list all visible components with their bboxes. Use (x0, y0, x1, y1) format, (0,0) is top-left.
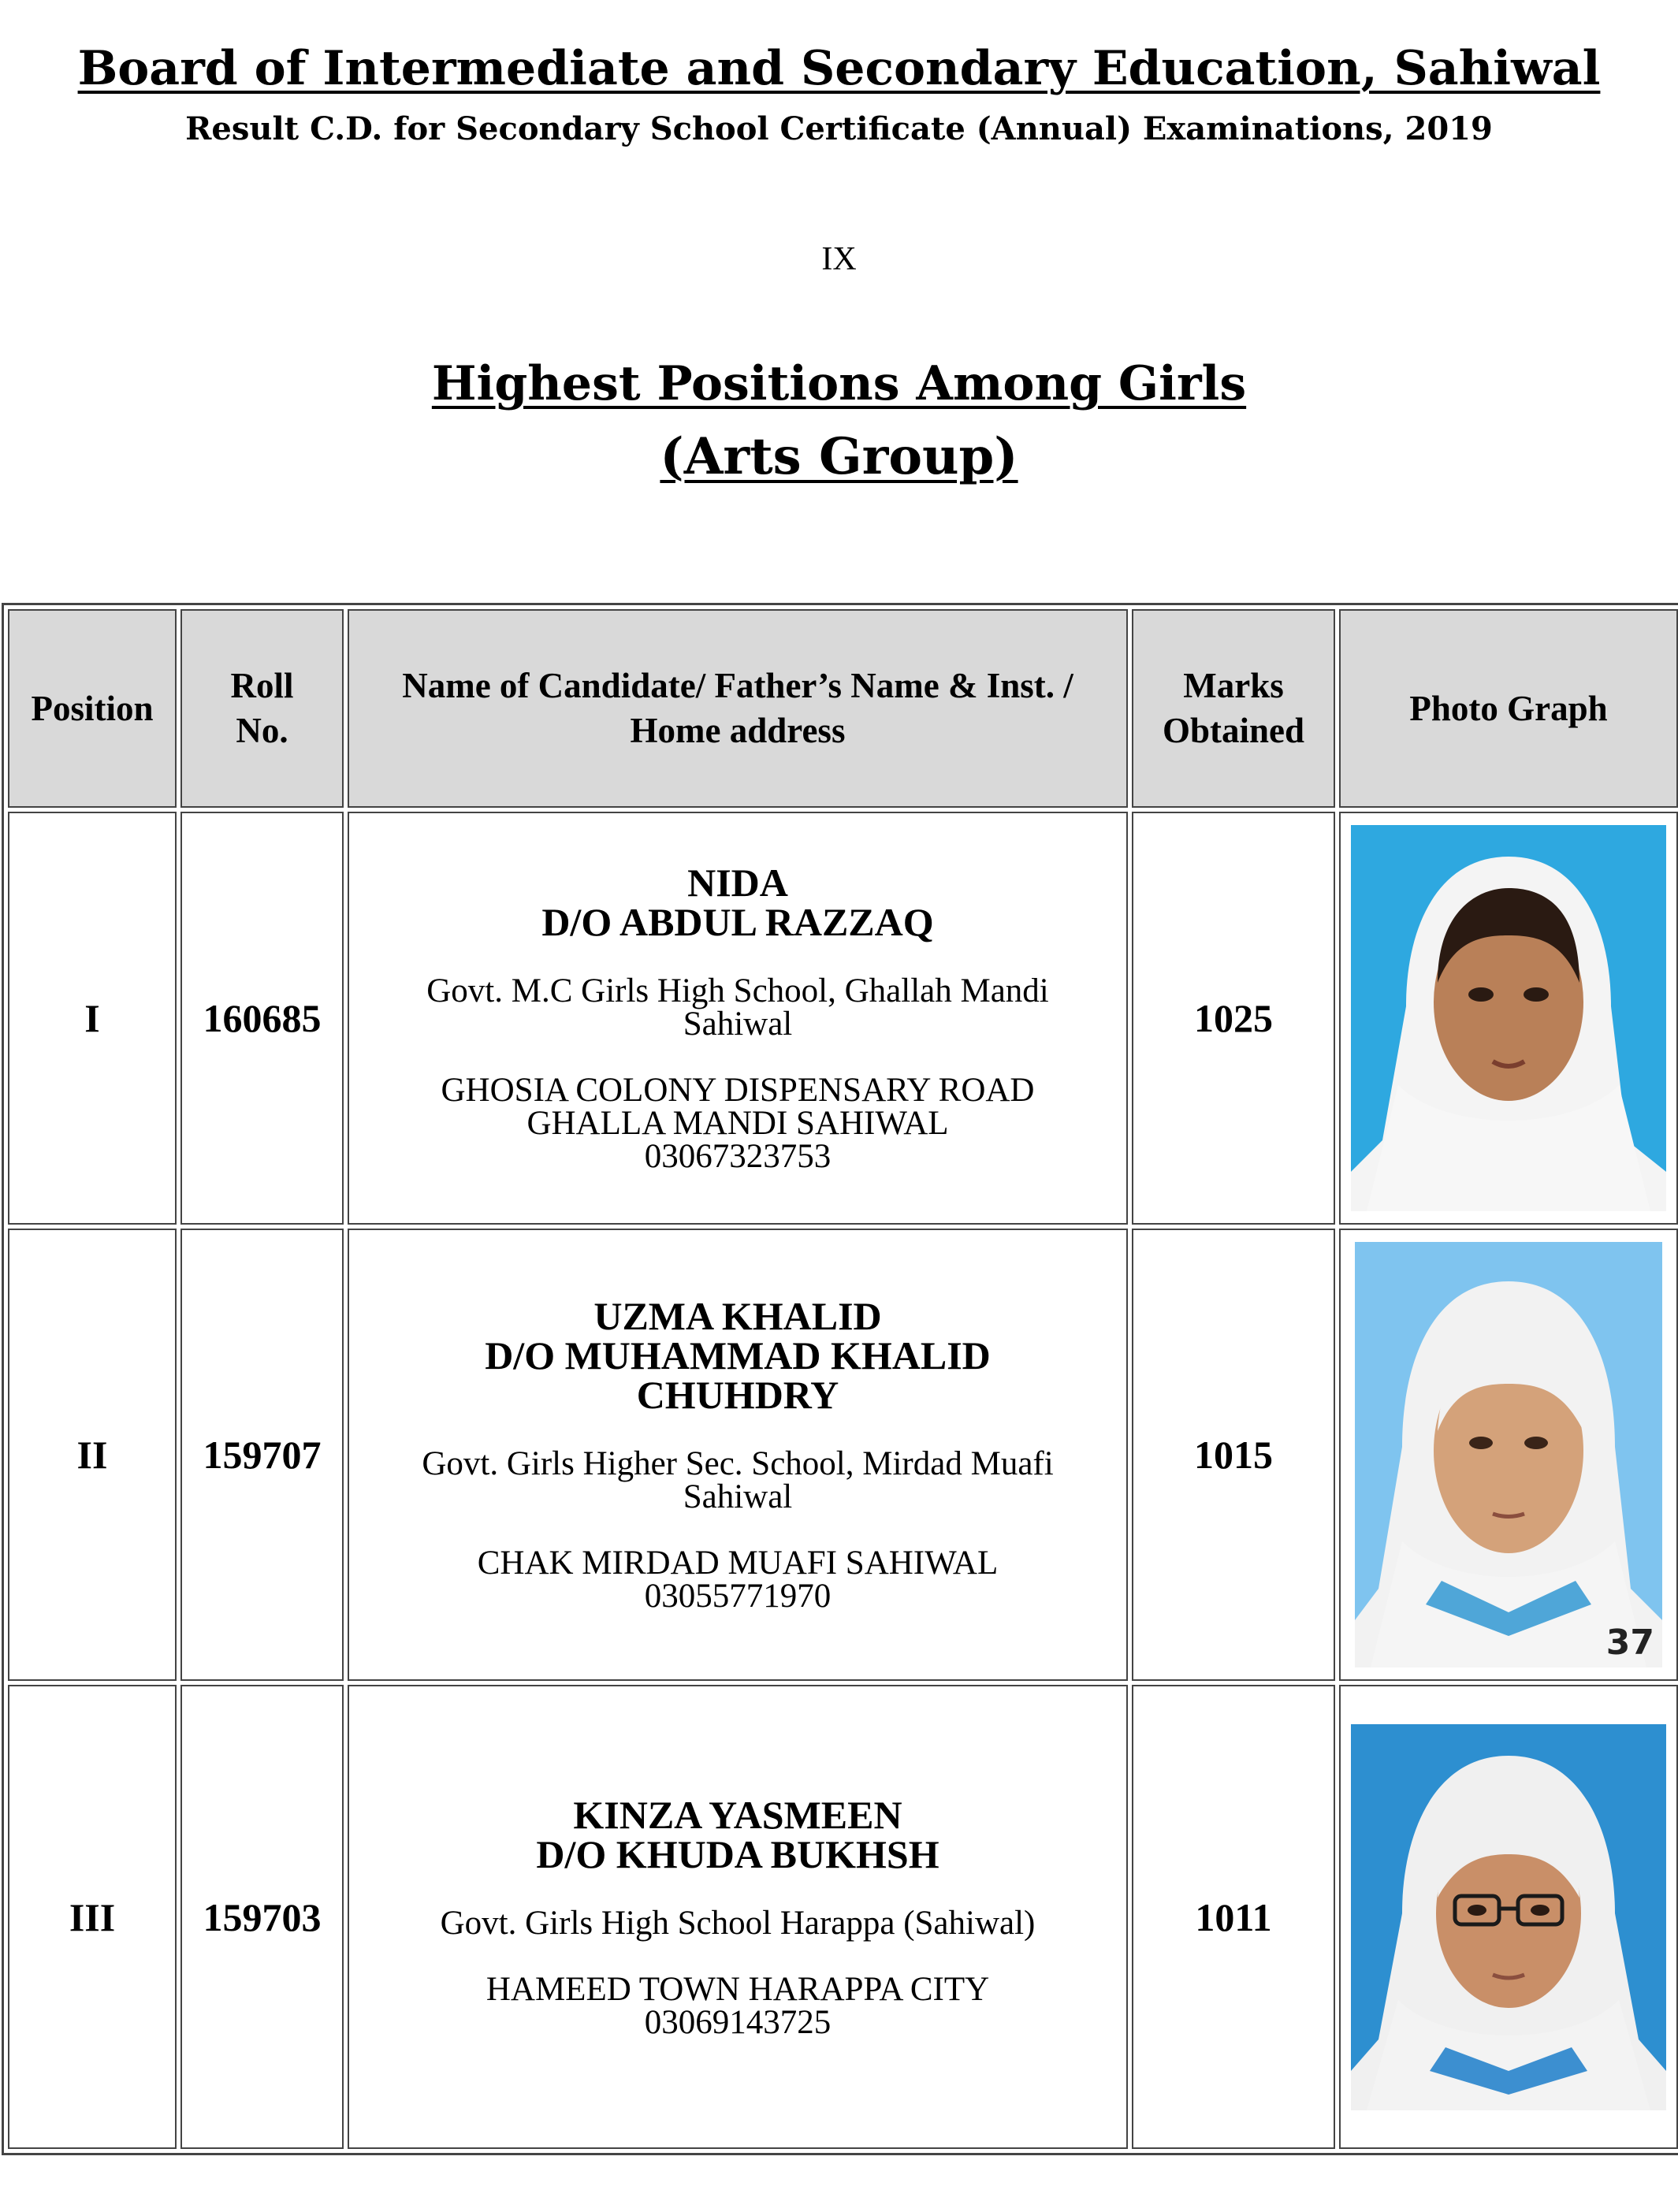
col-roll-no: Roll No. (180, 609, 344, 808)
col-position: Position (8, 609, 177, 808)
col-marks: Marks Obtained (1132, 609, 1335, 808)
marks-cell: 1025 (1132, 812, 1335, 1225)
results-table (2, 603, 1678, 2155)
candidate-photo (1355, 1242, 1662, 1667)
col-photo: Photo Graph (1339, 609, 1678, 808)
position-cell: I (8, 812, 177, 1225)
marks-cell: 1015 (1132, 1229, 1335, 1681)
candidate-photo (1351, 1724, 1666, 2110)
header-row (8, 609, 1678, 808)
photo-cell (1339, 812, 1678, 1225)
position-cell: III (8, 1685, 177, 2149)
group-title: (Arts Group) (660, 427, 1018, 486)
candidate-institution: Govt. Girls Higher Sec. School, Mirdad Muafi Sahiwal (422, 1445, 1054, 1515)
class-label: IX (821, 241, 857, 277)
candidate-address: GHOSIA COLONY DISPENSARY ROAD GHALLA MANDI SAHIWAL 03067323753 (441, 1072, 1035, 1175)
col-candidate: Name of Candidate/ Father’s Name & Inst. / Home address (348, 609, 1128, 808)
table-row (8, 812, 1678, 1225)
board-title: Board of Intermediate and Secondary Education, Sahiwal (77, 41, 1601, 96)
roll-no-cell: 159703 (180, 1685, 344, 2149)
candidate-name: KINZA YASMEEN D/O KHUDA BUKHSH (536, 1792, 939, 1876)
photo-cell (1339, 1229, 1678, 1681)
candidate-address: HAMEED TOWN HARAPPA CITY 03069143725 (486, 1970, 990, 2041)
candidate-name: UZMA KHALID D/O MUHAMMAD KHALID CHUHDRY (485, 1294, 991, 1417)
candidate-institution: Govt. Girls High School Harappa (Sahiwal) (440, 1904, 1036, 1942)
roll-no-cell: 160685 (180, 812, 344, 1225)
positions-title: Highest Positions Among Girls (431, 356, 1247, 411)
candidate-cell (348, 812, 1128, 1225)
photo-cell (1339, 1685, 1678, 2149)
candidate-address: CHAK MIRDAD MUAFI SAHIWAL 03055771970 (477, 1545, 999, 1615)
photo-number: 37 (1605, 1623, 1654, 1663)
candidate-institution: Govt. M.C Girls High School, Ghallah Mandi Sahiwal (426, 972, 1049, 1043)
candidate-cell (348, 1685, 1128, 2149)
roll-no-cell: 159707 (180, 1229, 344, 1681)
table-row (8, 1229, 1678, 1681)
marks-cell: 1011 (1132, 1685, 1335, 2149)
table-row (8, 1685, 1678, 2149)
position-cell: II (8, 1229, 177, 1681)
candidate-name: NIDA D/O ABDUL RAZZAQ (541, 861, 934, 944)
result-subtitle: Result C.D. for Secondary School Certificate (Annual) Examinations, 2019 (185, 110, 1493, 147)
candidate-photo (1351, 825, 1666, 1211)
candidate-cell (348, 1229, 1128, 1681)
